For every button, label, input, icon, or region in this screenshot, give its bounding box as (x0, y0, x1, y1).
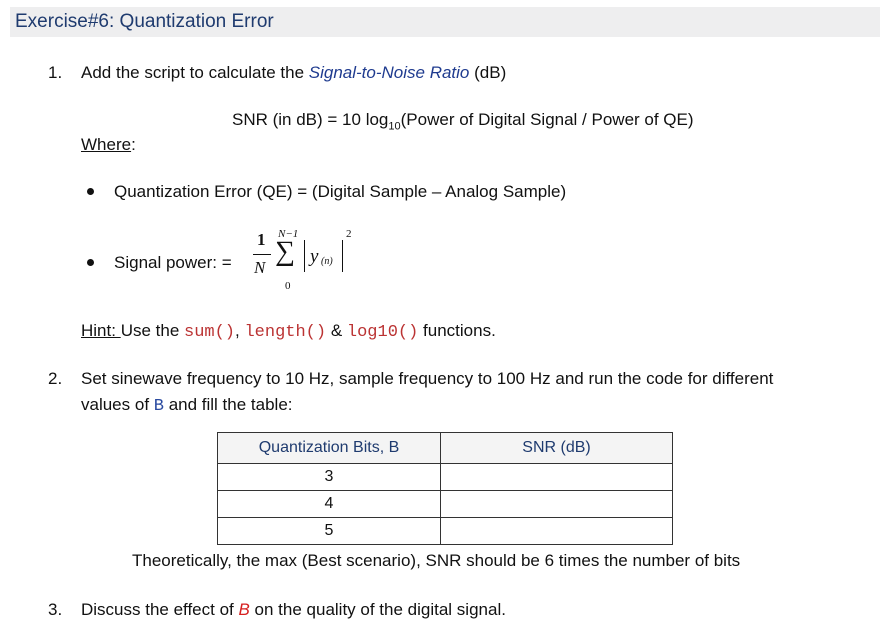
bullet-dot (87, 188, 94, 195)
cell-snr[interactable] (441, 518, 673, 545)
where-word: Where (81, 135, 132, 154)
hint-end: functions. (418, 321, 496, 340)
sum-upper-limit: N−1 (278, 228, 299, 240)
header-bits: Quantization Bits, B (218, 433, 441, 464)
hint-sep2: & (326, 321, 347, 340)
fn-log10: log10() (346, 323, 419, 342)
bullet-dot (87, 259, 94, 266)
page-title: Exercise#6: Quantization Error (15, 11, 274, 32)
sigma-icon: ∑ (275, 236, 295, 267)
results-table (217, 432, 673, 545)
q3-number: 3. (48, 600, 63, 619)
bullet-qe: Quantization Error (QE) = (Digital Sample – Analog Sample) (114, 182, 567, 201)
snr-formula (232, 110, 694, 132)
formula-right: (Power of Digital Signal / Power of QE) (400, 110, 694, 129)
math-variable-sub: (n) (321, 256, 333, 267)
table-header-row (218, 433, 673, 464)
hint-sep1: , (235, 321, 245, 340)
q2-line2 (81, 395, 293, 416)
fn-length: length() (244, 323, 327, 342)
hint-text: Use the (120, 321, 184, 340)
table-row (218, 518, 673, 545)
table-row (218, 464, 673, 491)
q1-term: Signal-to-Noise Ratio (308, 63, 470, 82)
where-colon: : (131, 135, 136, 154)
bullet-signal-power: Signal power: = (114, 253, 232, 272)
q3-text (81, 600, 506, 620)
fn-sum: sum() (184, 323, 236, 342)
fraction-bar (253, 254, 271, 255)
formula-left: SNR (in dB) = 10 log (232, 110, 389, 129)
math-exponent: 2 (346, 228, 352, 240)
q1-text-after: (dB) (469, 63, 507, 82)
math-variable: y (310, 246, 319, 267)
q2-line2-after: and fill the table: (163, 395, 293, 414)
where-label (81, 135, 136, 155)
q2-line2-before: values of (81, 395, 154, 414)
hint-line (81, 321, 496, 342)
cell-bits: 4 (218, 491, 441, 518)
hint-label: Hint: (81, 321, 121, 340)
fraction-numerator: 1 (257, 230, 266, 249)
q2-line1: Set sinewave frequency to 10 Hz, sample frequency to 100 Hz and run the code for different (81, 369, 774, 388)
theory-note: Theoretically, the max (Best scenario), SNR should be 6 times the number of bits (132, 551, 741, 570)
signal-power-formula (248, 222, 388, 294)
q1-text (81, 63, 506, 83)
abs-left-bar (304, 240, 305, 272)
q2-var-b: B (153, 397, 164, 416)
q3-after: on the quality of the digital signal. (249, 600, 506, 619)
header-snr: SNR (dB) (441, 433, 673, 464)
fraction-denominator: N (254, 258, 266, 277)
abs-right-bar (342, 240, 343, 272)
q2-number: 2. (48, 369, 63, 388)
cell-bits: 5 (218, 518, 441, 545)
q1-number: 1. (48, 63, 63, 82)
table-row (218, 491, 673, 518)
cell-snr[interactable] (441, 491, 673, 518)
cell-snr[interactable] (441, 464, 673, 491)
q1-text-before: Add the script to calculate the (81, 63, 309, 82)
sum-lower-limit: 0 (285, 280, 291, 292)
q3-var-b: B (238, 600, 250, 619)
exercise-title-bar (10, 7, 880, 37)
formula-sub: 10 (388, 120, 401, 133)
cell-bits: 3 (218, 464, 441, 491)
q3-before: Discuss the effect of (81, 600, 239, 619)
